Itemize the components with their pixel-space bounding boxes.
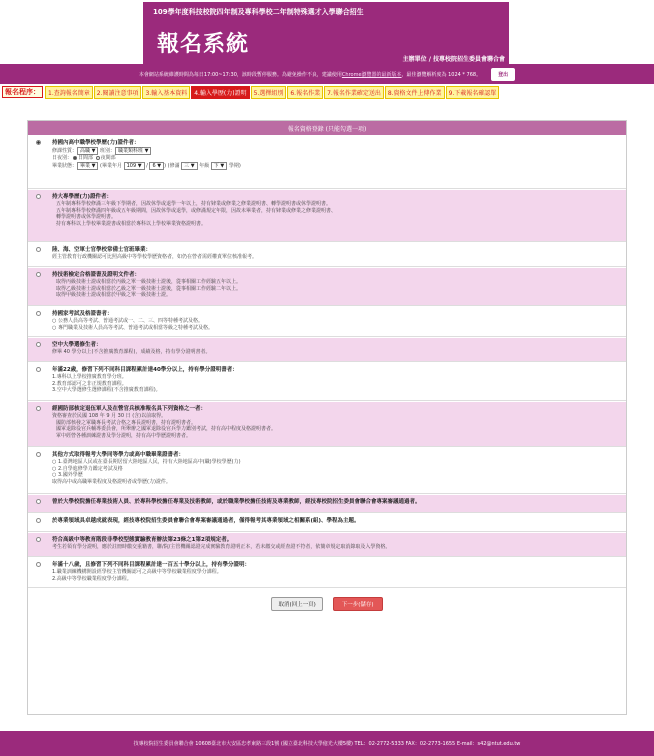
qualification-radio[interactable]	[36, 311, 41, 316]
footer-text: 技專校院招生委員會聯合會 10608臺北市大安區忠孝東路三段1號 (國立臺北科技大學億光大樓5樓) TEL：02-2772-5333 FAX：02-2773-1655 E-mail：s42@ntut.edu.tw	[133, 741, 521, 747]
row-line: 持有專科以上學校畢業證書或相當於專科以上學校畢業資格證明書。	[56, 220, 207, 227]
row-line: 經主管教育行政機關認可比照高級中等學校學歷資格者，如仍在營者需經權責單位核准報考。	[52, 254, 258, 260]
qualification-row[interactable]	[28, 448, 626, 494]
notice-bar	[0, 64, 654, 84]
row-line: 畢業狀態： 畢業 ▼ (畢業年月 109 ▼ / 6 ▼ ) (修滿 三 ▼ 年級 下 ▼ 學期)	[52, 162, 241, 169]
grad-year-select[interactable]: 109 ▼	[124, 162, 145, 170]
row-line: 五年制專科學校修滿三年級下學期者，因故休學或退學一年以上，持有肄業或修業之修業證明書、轉學證明書或休學證明書。	[56, 201, 332, 207]
semester-select[interactable]: 下 ▼	[211, 162, 227, 170]
qualification-row[interactable]	[28, 363, 626, 401]
header-subtitle: 109學年度科技校院四年制及專科學校二年制特殊選才入學聯合招生	[153, 8, 364, 16]
notice-text-after: ，最佳瀏覽解析度為 1024 * 768。	[401, 71, 482, 78]
row-title: 持國內高中職學校學歷(力)證件者：	[52, 140, 140, 146]
qualification-radio[interactable]	[36, 562, 41, 567]
row-line: 取得乙級技術士證或相當於乙級之單一級技術士證後，從事相關工作經驗二年以上。	[56, 285, 242, 292]
step-4-active[interactable]: 4.輸入學歷(力)證明	[191, 86, 249, 99]
row-line[interactable]: ○ 1.臺灣地區人民或在臺長期居留大陸地區人民，持有大陸地區高中(職)學校學歷(力)	[52, 459, 241, 465]
qualification-radio[interactable]	[36, 272, 41, 277]
row-title: 曾於大學校院擔任專業技術人員、於專科學校擔任專業及技術教師，或於職業學校擔任技術及專業教師，經技專校院招生委員會聯合會專案審議通過者。	[52, 499, 421, 505]
qualification-row[interactable]	[28, 338, 626, 362]
night-radio[interactable]	[96, 156, 100, 160]
header-banner	[143, 2, 509, 64]
qualification-row[interactable]	[28, 190, 626, 242]
day-radio[interactable]	[73, 156, 77, 160]
row-line: 取得甲級技術士證或相當於甲級之單一級技術士證。	[56, 292, 172, 299]
row-line[interactable]: ○ 2.自學進修學力鑑定考試及格	[52, 465, 123, 472]
qualification-radio[interactable]	[36, 499, 41, 504]
qualification-row[interactable]	[28, 402, 626, 447]
qualification-row[interactable]	[28, 558, 626, 588]
row-line: 考生若領有學分證明，應於註冊時繳交重籍書，聯/院/主管機關認證完成實驗教育證明正本，若未繳交或經查證不符者，依簡章規定取消錄取及入學資格。	[52, 544, 391, 550]
step-6[interactable]: 6.報名作業	[287, 86, 323, 99]
qualification-radio[interactable]	[36, 452, 41, 457]
step-9[interactable]: 9.下載報名確認單	[446, 86, 500, 99]
row-line: 1.職業訓練機構開設經學校主管機關認可之高級中等學校職業程度學分課程。	[52, 569, 222, 575]
row-title: 陸、海、空軍士官學校常備士官班畢業：	[52, 247, 152, 253]
class-type-select[interactable]: 職業類科班 ▼	[115, 147, 151, 155]
notice-text: 本會網站系統維護時間為每日17:00~17:30，該時段暫停服務。為避免操作不良，建議使用	[138, 71, 342, 78]
qualification-radio[interactable]	[36, 518, 41, 523]
row-line: 軍中經營各種訓練證書及學分證明，持有高中學歷證明書者。	[56, 432, 192, 439]
step-1[interactable]: 1.查詢報名簡章	[45, 86, 93, 99]
qualification-radio[interactable]	[36, 367, 41, 372]
grad-month-select[interactable]: 6 ▼	[149, 162, 164, 170]
row-title: 空中大學選修生者：	[52, 342, 102, 348]
row-title: 符合高級中等教育階段非學校型態實驗教育辦法第23條之1第2項規定者。	[52, 537, 233, 543]
steps-bar	[0, 86, 654, 98]
row-line[interactable]: ○ 公務人員高等考試、普通考試或一、二、三、四等特種考試及格。	[52, 318, 203, 324]
qualification-radio[interactable]	[36, 406, 41, 411]
row-title: 年滿十八歲，且修習下列不同科目課程累計達一百五十學分以上，持有學分證明：	[52, 562, 251, 568]
row-line: 國防部核發之軍職專長考試合格之專長證明書，持有證明書者。	[56, 419, 197, 426]
page-title: 報名系統	[157, 31, 250, 57]
row-line: 取得丙級技術士證或相當於丙級之單一級技術士證後，從事相關工作經驗五年以上。	[56, 279, 242, 285]
row-line: 修畢 40 學分以上(不含推廣教育課程)，成績及格，持有學分證明書者。	[52, 349, 211, 355]
qualification-radio[interactable]	[36, 140, 41, 145]
qualification-row[interactable]	[28, 533, 626, 557]
footer	[0, 731, 654, 756]
step-2[interactable]: 2.閱讀注意事項	[94, 86, 142, 99]
chrome-link[interactable]: Chrome瀏覽器的最新版本	[341, 71, 402, 78]
button-area	[28, 596, 626, 612]
qualification-radio[interactable]	[36, 342, 41, 347]
row-line: 五年制專科學校修滿四年級或五年級期間，因故休學或退學，或修滿規定年限，因故未畢業者，持有肄業或修業之修業證明書、	[56, 207, 337, 214]
qualification-row[interactable]	[28, 136, 626, 189]
row-line: 日夜別： 日間部 夜間部	[52, 155, 116, 161]
row-line[interactable]: ○ 專門職業及技術人員高等考試、普通考試或相當等級之特種考試及格。	[52, 324, 213, 331]
qualification-row[interactable]	[28, 495, 626, 513]
step-3[interactable]: 3.輸入基本資料	[142, 86, 190, 99]
row-title: 其他方式取得報考大學同等學力或高中職畢業證書者：	[52, 452, 185, 458]
qualification-row[interactable]	[28, 268, 626, 306]
row-line[interactable]: ○ 3.國外學歷	[52, 472, 83, 479]
row-title: 持國家考試及格證書者：	[52, 311, 113, 317]
cancel-button[interactable]: 取消(回上一頁)	[271, 597, 322, 611]
step-8[interactable]: 8.資格文件上傳作業	[385, 86, 445, 99]
row-line: 取得高中或高職畢業程度及格證明者或學歷(力)證件。	[52, 478, 171, 485]
row-line: 資格審查於民國 108 年 9 月 30 日 (含)以前取得。	[52, 413, 167, 419]
qualification-row[interactable]	[28, 243, 626, 267]
row-line: 國軍退除役官兵輔導委員會，所舉辦之國軍退除役官兵學力鑑別考試，持有高中程度及格證明書者。	[56, 426, 277, 433]
header	[0, 0, 654, 64]
qualification-radio[interactable]	[36, 194, 41, 199]
step-7[interactable]: 7.報名作業確定送出	[324, 86, 384, 99]
row-line: 3.空中大學選修生選修課程(不含推廣教育課程)。	[52, 387, 161, 394]
row-title: 經國防部核定退伍軍人及在營官兵核准報名具下列資格之一者：	[52, 406, 207, 412]
row-title: 於專業領域具卓越成就表現，經技專校院招生委員會聯合會專案審議通過者，僅得報考其專業領域之相關系(組)、學程為主題。	[52, 518, 360, 524]
grad-status-select[interactable]: 畢業 ▼	[77, 162, 98, 170]
qualification-row[interactable]	[28, 307, 626, 337]
course-type-select[interactable]: 高職 ▼	[77, 147, 98, 155]
form-container	[27, 120, 627, 715]
row-title: 年滿22歲，修習下列不同科目課程累計達40學分以上，持有學分證明書者：	[52, 367, 238, 373]
qualification-radio[interactable]	[36, 247, 41, 252]
row-title: 持技術檢定合格證書及證明文件者：	[52, 272, 141, 278]
row-line: 2.高級中等學校職業程度學分課程。	[52, 575, 132, 582]
row-line: 修課性質： 高職 ▼ 班別： 職業類科班 ▼	[52, 147, 622, 155]
next-button[interactable]: 下一步(儲存)	[333, 597, 383, 611]
steps-label: 報名程序：	[2, 86, 43, 98]
grade-select[interactable]: 三 ▼	[181, 162, 197, 170]
form-header: 報名資格登錄 (只能勾選一項)	[28, 121, 626, 135]
row-line: 1.專科以上學校推廣教育學分班。	[52, 374, 127, 380]
row-title: 持大專學歷(力)證件者：	[52, 194, 113, 200]
logout-button[interactable]: 登出	[491, 68, 515, 81]
row-line: 2.教育部認可之非正規教育課程。	[52, 380, 127, 387]
qualification-radio[interactable]	[36, 537, 41, 542]
row-line: 轉學證明書或休學證明書。	[56, 214, 117, 221]
qualification-row[interactable]	[28, 514, 626, 532]
organizer-label: 主辦單位 / 技專校院招生委員會聯合會	[402, 56, 505, 63]
step-5[interactable]: 5.選擇組別	[251, 86, 287, 99]
